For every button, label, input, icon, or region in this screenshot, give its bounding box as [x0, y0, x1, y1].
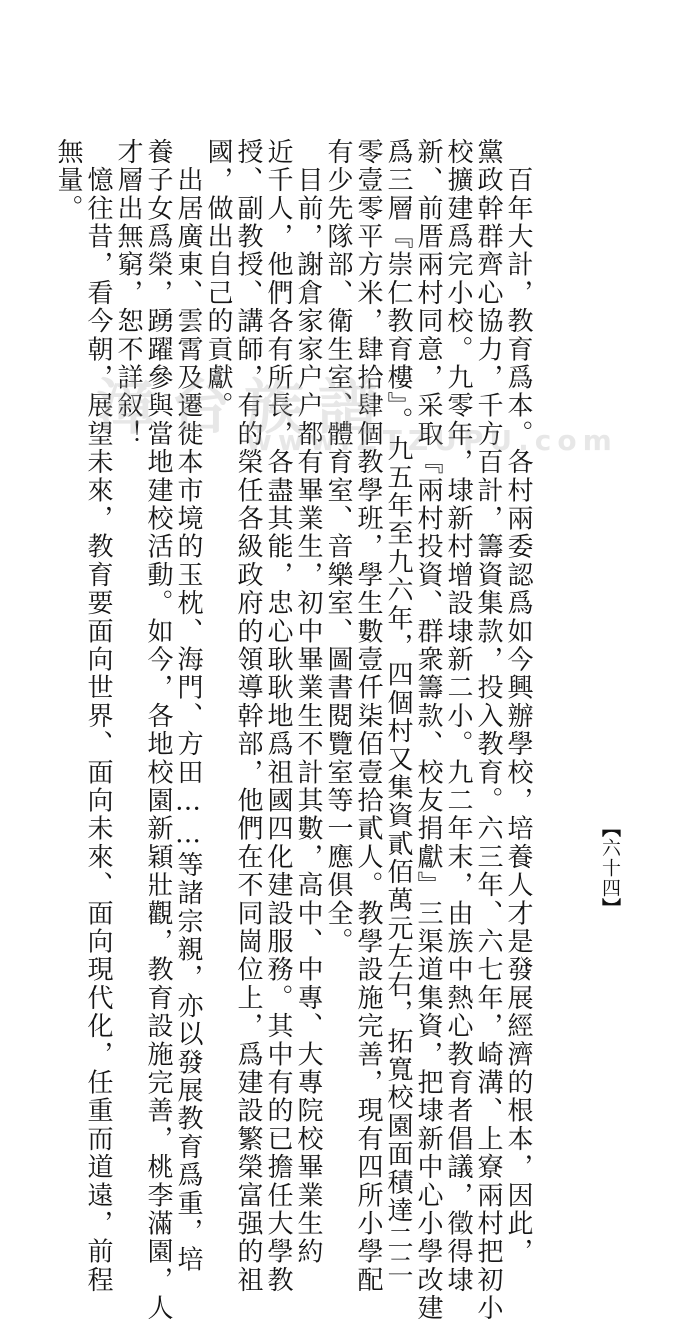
text-column-11: 國，做出自己的貢獻。 — [203, 138, 233, 420]
text-column-15: 憶往昔，看今朝，展望未來，教育要面向世界、面向未來、面向現代化，任重而道遠，前程 — [83, 138, 113, 1295]
watermark-chinese: 漳台族譜 — [96, 373, 392, 443]
text-column-5: 爲三層『崇仁教育樓』。九五年至九六年，四個村又集資貳佰萬元左右，拓寬校園面積達二二 — [383, 138, 413, 1282]
text-column-4: 新、前厝兩村同意，采取『兩村投資、群衆籌款、校友捐獻』三渠道集資，把埭新中心小學改建 — [413, 138, 443, 1322]
text-column-12: 出居廣東、雲霄及遷徙本市境的玉枕、海門、方田……等諸宗親，亦以發展教育爲重，培 — [173, 138, 203, 1274]
page-number-close-bracket: 】 — [599, 898, 621, 918]
watermark-url: www.ZTZUPU.com — [246, 424, 618, 457]
text-column-9: 近千人，他們各有所長，各盡其能，忠心耿耿地爲祖國四化建設服務。其中有的已擔任大學教 — [263, 138, 293, 1295]
text-column-16: 無量。 — [53, 138, 83, 223]
text-column-1: 百年大計，教育爲本。各村兩委認爲如今興辦學校，培養人才是發展經濟的根本，因此， — [503, 138, 533, 1266]
page-number — [600, 818, 619, 918]
text-column-8: 目前，謝倉家家户户都有畢業生，初中畢業生不計其數，高中、中專、大專院校畢業生約 — [293, 138, 323, 1266]
text-column-2: 黨政幹群齊心協力，千方百計，籌資集款，投入教育。六三年、六七年，崎溝、上寮兩村把初小 — [473, 138, 503, 1322]
text-column-3: 校擴建爲完小校。九零年，埭新村增設埭新二小。九二年末，由族中熱心教育者倡議，徵得埭 — [443, 138, 473, 1295]
page-number-open-bracket: 【 — [599, 818, 621, 838]
page-number-text: 六十四 — [599, 838, 621, 898]
text-column-13: 養子女爲榮，踴躍參與當地建校活動。如今，各地校園新穎壯觀，教育設施完善，桃李滿園，人 — [143, 138, 173, 1322]
text-column-10: 授、副教授、講師，有的榮任各級政府的領導幹部，他們在不同崗位上，爲建設繁榮富强的祖 — [233, 138, 263, 1295]
text-column-14: 才層出無窮，恕不詳叙！ — [113, 138, 143, 449]
text-column-6: 零壹零平方米，肆拾肆個教學班，學生數壹仟柒佰壹拾貳人。教學設施完善，現有四所小學配 — [353, 138, 383, 1295]
text-column-7: 有少先隊部、衛生室、體育室、音樂室、圖書閱覽室等一應俱全。 — [323, 138, 353, 956]
